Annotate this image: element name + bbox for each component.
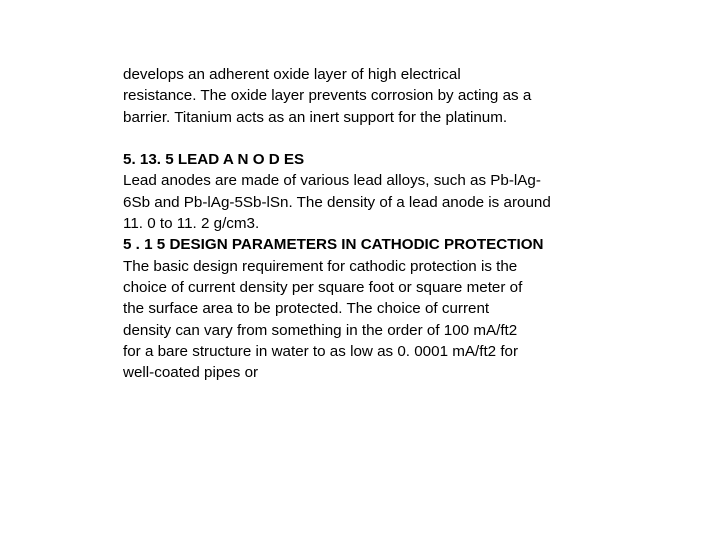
text-line: for a bare structure in water to as low as 0. 0001 mA/ft2 for: [123, 342, 519, 360]
section-lead-anodes: [123, 149, 593, 234]
text-line: density can vary from something in the order of 100 mA/ft2: [123, 321, 518, 339]
body-text: [123, 64, 593, 383]
text-line: choice of current density per square foot or square meter of: [123, 278, 523, 296]
text-line: The basic design requirement for cathodic protection is the: [123, 257, 518, 275]
text-line: develops an adherent oxide layer of high electrical: [123, 66, 461, 83]
section-heading: 5 . 1 5 DESIGN PARAMETERS IN CATHODIC PROTECTION: [123, 236, 544, 254]
text-line: barrier. Titanium acts as an inert support for the platinum.: [123, 108, 508, 126]
paragraph-gap: [123, 128, 593, 149]
paragraph-titanium: [123, 64, 593, 128]
text-line: well-coated pipes or: [123, 364, 259, 382]
section-heading: 5. 13. 5 LEAD A N O D ES: [123, 151, 305, 169]
text-line: Lead anodes are made of various lead alloys, such as Pb-lAg-: [123, 172, 541, 190]
section-design-parameters: [123, 234, 593, 383]
text-line: 11. 0 to 11. 2 g/cm3.: [123, 215, 260, 233]
text-line: the surface area to be protected. The choice of current: [123, 300, 490, 318]
text-line: 6Sb and Pb-lAg-5Sb-lSn. The density of a lead anode is around: [123, 193, 551, 211]
text-line: resistance. The oxide layer prevents corrosion by acting as a: [123, 87, 532, 105]
